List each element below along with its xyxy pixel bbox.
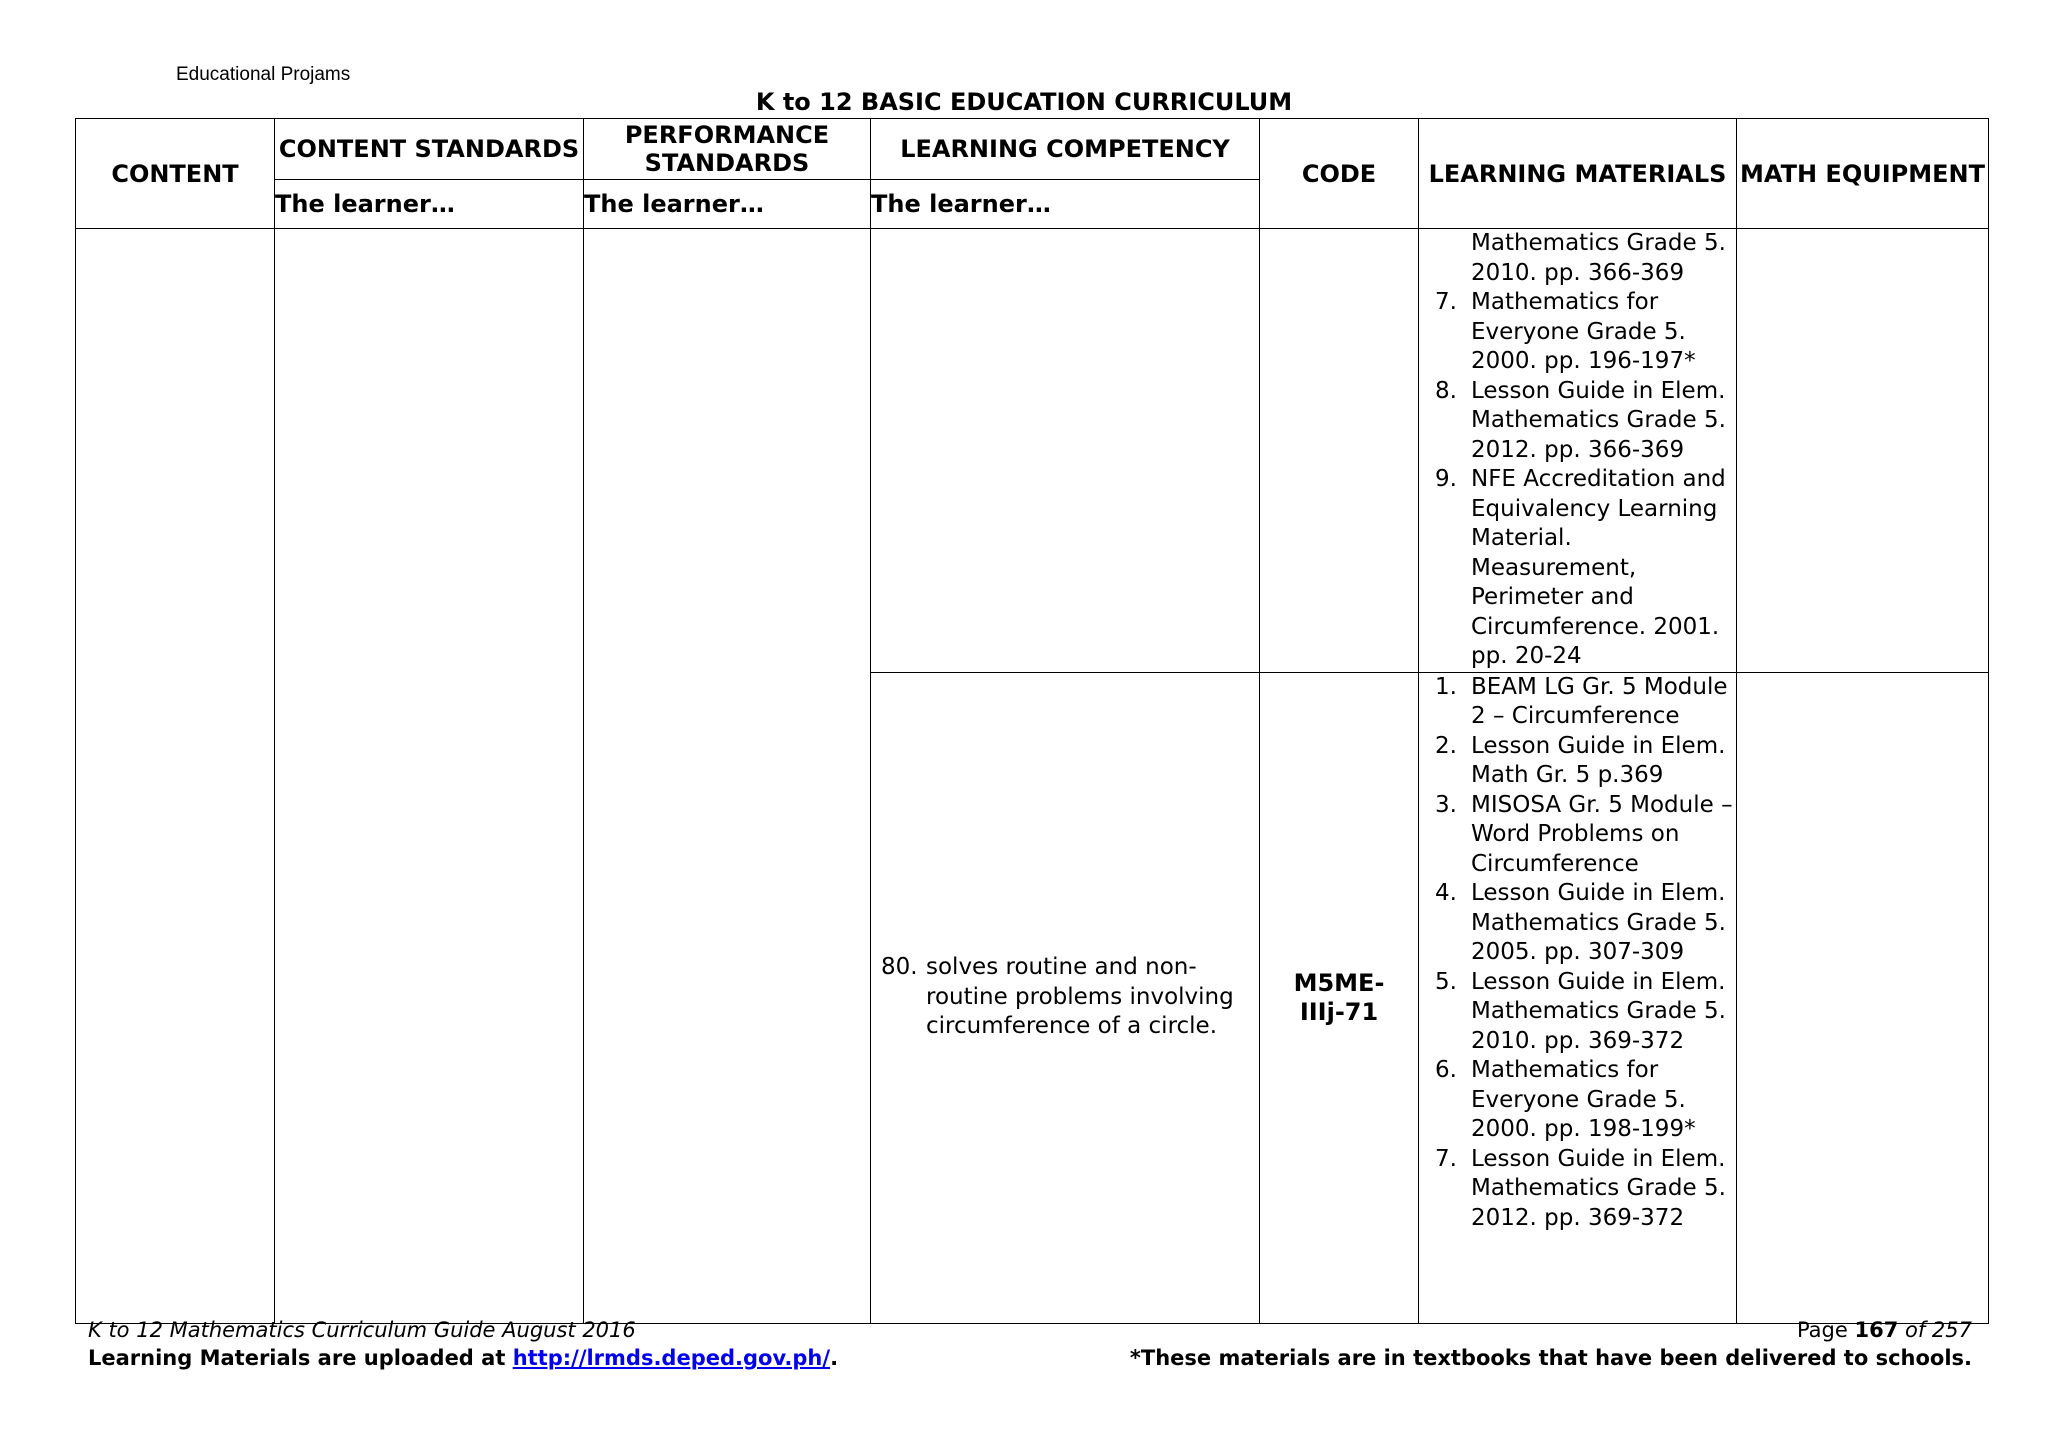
list-item: 5. Lesson Guide in Elem. Mathematics Grade 5. 2010. pp. 369-372: [1435, 968, 1726, 1054]
uploaded-text: Learning Materials are uploaded at: [88, 1346, 513, 1370]
header-performance-standards: PERFORMANCE STANDARDS: [584, 119, 871, 180]
materials-cell-2: [1419, 672, 1737, 1323]
header-label: Educational Projams: [176, 64, 351, 85]
competency-code: [1260, 969, 1418, 1027]
list-item: 7. Lesson Guide in Elem. Mathematics Grade 5. 2012. pp. 369-372: [1435, 1145, 1726, 1231]
content-cell: [76, 229, 275, 1324]
list-item: 8. Lesson Guide in Elem. Mathematics Grade 5. 2012. pp. 366-369: [1435, 377, 1726, 463]
list-item: 9. NFE Accreditation and Equivalency Learning Material. Measurement, Perimeter and Circumference. 2001. pp. 20-24: [1435, 466, 1726, 669]
competency-cell-1: [871, 229, 1260, 673]
header-content-standards: CONTENT STANDARDS: [275, 119, 584, 180]
header-learner-performance-standards: The learner…: [584, 180, 871, 229]
header-content: CONTENT: [76, 119, 275, 229]
page-total: of 257: [1898, 1318, 1972, 1342]
page-indicator: [1130, 1316, 1972, 1344]
materials-list-1: [1419, 229, 1736, 672]
performance-standards-cell: [584, 229, 871, 1324]
competency-number: 80.: [881, 954, 918, 981]
equipment-cell-2: [1737, 672, 1989, 1323]
list-item: 6. Mathematics for Everyone Grade 5. 2000. pp. 198-199*: [1435, 1057, 1696, 1142]
footer-right: [1130, 1316, 1972, 1372]
uploaded-suffix: .: [830, 1346, 839, 1370]
code-cell-1: [1260, 229, 1419, 673]
page-number: 167: [1854, 1318, 1899, 1342]
document-title: K to 12 BASIC EDUCATION CURRICULUM: [755, 88, 1293, 116]
curriculum-table: [75, 118, 1989, 1324]
header-math-equipment: MATH EQUIPMENT: [1737, 119, 1989, 229]
header-learner-content-standards: The learner…: [275, 180, 584, 229]
code-line-1: M5ME-: [1293, 968, 1385, 997]
header-learning-competency: LEARNING COMPETENCY: [871, 119, 1260, 180]
lrmds-link[interactable]: http://lrmds.deped.gov.ph/: [512, 1346, 831, 1370]
code-cell-2: [1260, 672, 1419, 1323]
list-item: 7. Mathematics for Everyone Grade 5. 2000. pp. 196-197*: [1435, 289, 1696, 374]
competency-text: solves routine and non-routine problems involving circumference of a circle.: [926, 954, 1234, 1040]
code-line-2: IIIj-71: [1299, 997, 1379, 1026]
list-item: 2. Lesson Guide in Elem. Math Gr. 5 p.369: [1435, 732, 1726, 788]
header-learner-competency: The learner…: [871, 180, 1260, 229]
list-item: Mathematics Grade 5.: [1471, 230, 1726, 256]
equipment-cell-1: [1737, 229, 1989, 673]
competency-cell-2: [871, 672, 1260, 1323]
list-item: 4. Lesson Guide in Elem. Mathematics Grade 5. 2005. pp. 307-309: [1435, 880, 1726, 965]
textbook-note: *These materials are in textbooks that have been delivered to schools.: [1129, 1346, 1972, 1370]
guide-title: K to 12 Mathematics Curriculum Guide August 2016: [88, 1318, 636, 1342]
header-code: CODE: [1260, 119, 1419, 229]
content-standards-cell: [275, 229, 584, 1324]
header-learning-materials: LEARNING MATERIALS: [1419, 119, 1737, 229]
list-item: 3. MISOSA Gr. 5 Module – Word Problems on Circumference: [1435, 791, 1733, 877]
list-item: 2010. pp. 366-369: [1471, 259, 1685, 286]
materials-cell-1: [1419, 229, 1737, 673]
list-item: 1. BEAM LG Gr. 5 Module 2 – Circumference: [1435, 673, 1728, 729]
page-label: Page: [1796, 1318, 1855, 1342]
materials-list-2: [1419, 673, 1736, 1234]
footer-left: [88, 1316, 838, 1372]
